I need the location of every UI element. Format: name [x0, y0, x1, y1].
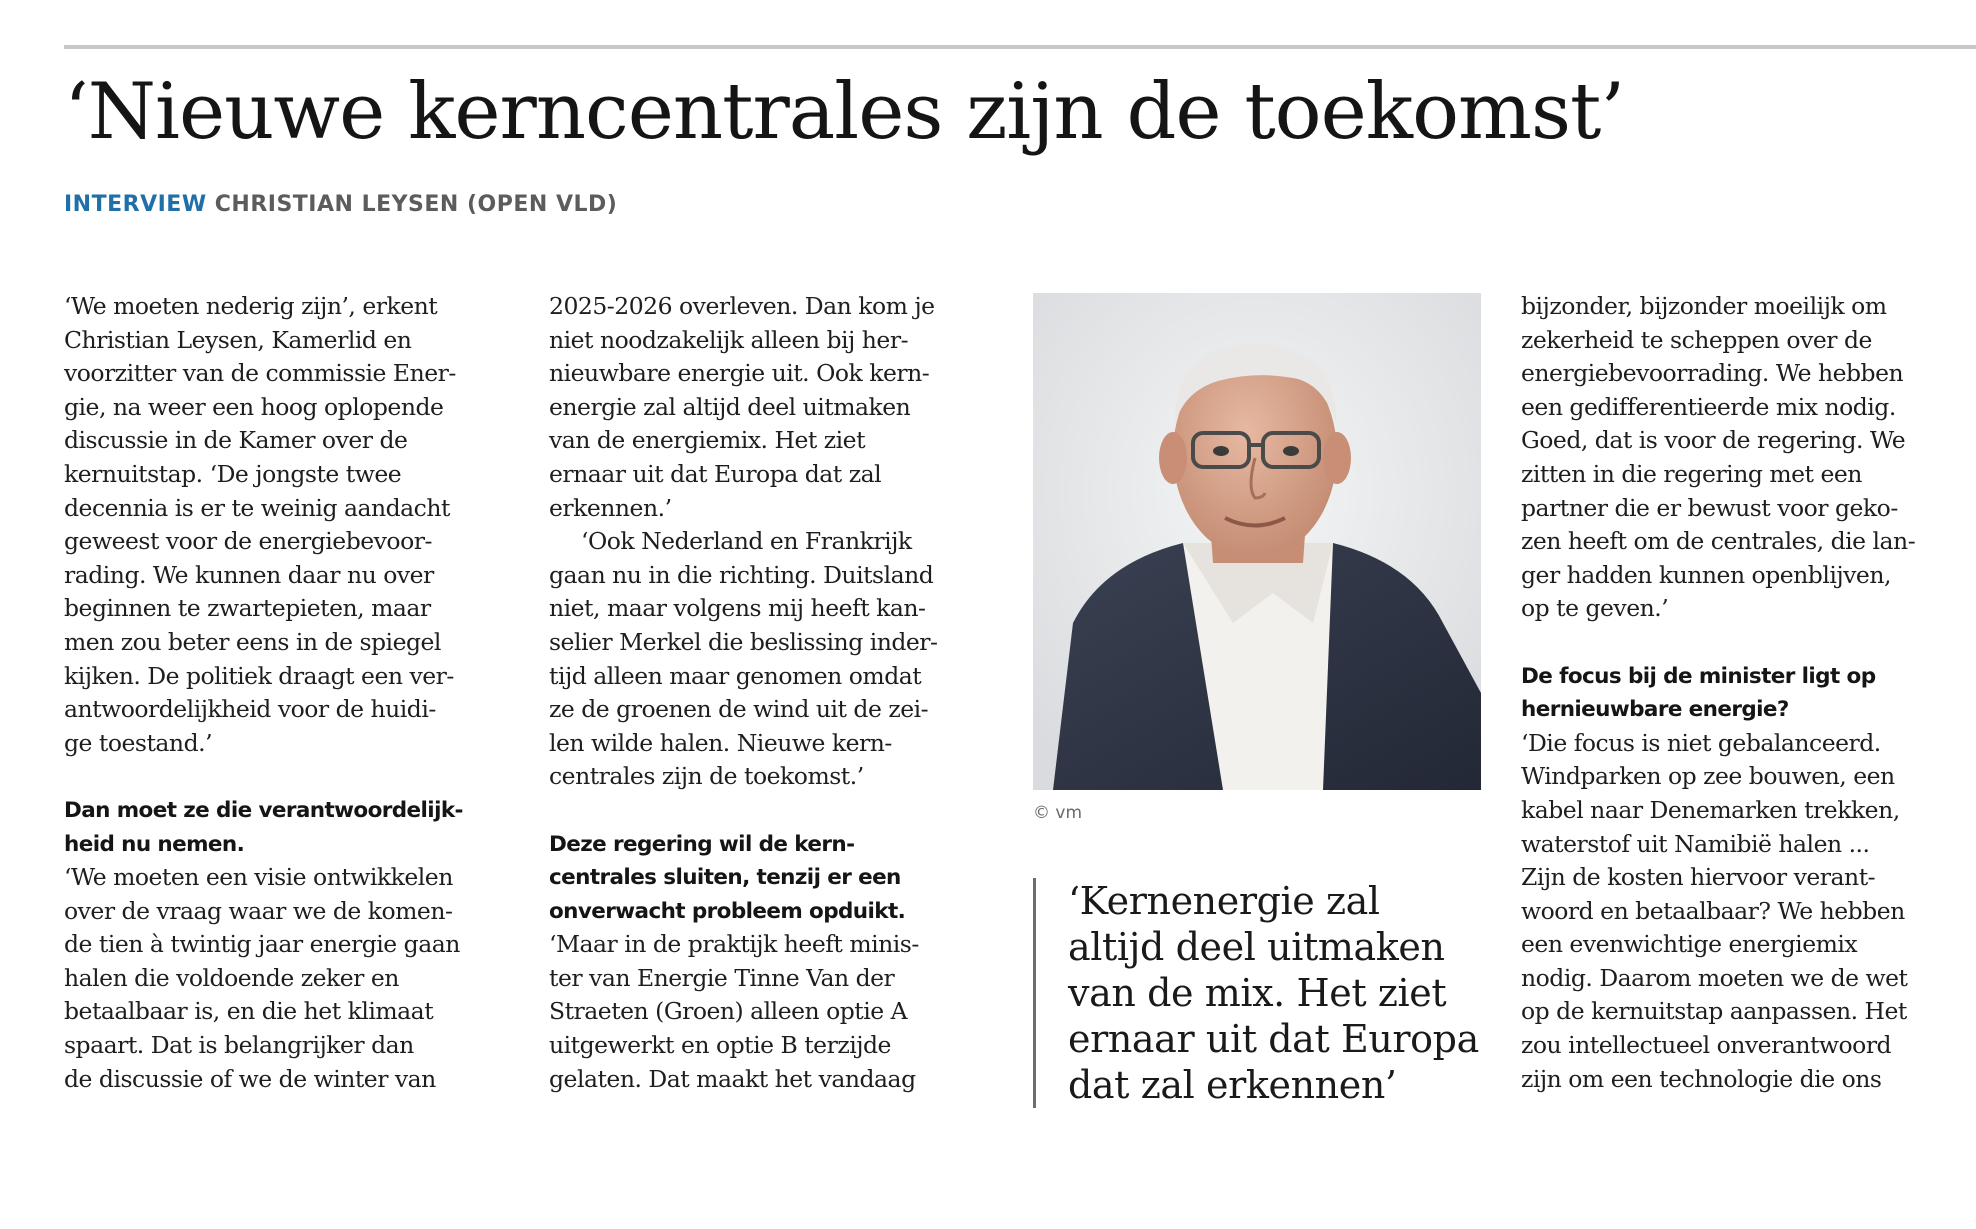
text-line: ‘We moeten nederig zijn’, erkent [64, 292, 438, 320]
paragraph-gap [549, 794, 1019, 828]
text-line: ‘Maar in de praktijk heeft minis- [549, 930, 919, 959]
paragraph [1521, 727, 1976, 1097]
text-line: bijzonder, bijzonder moeilijk om [1521, 292, 1887, 320]
text-line: ze de groenen de wind uit de zei- [549, 695, 929, 724]
interview-question [549, 828, 1019, 929]
text-line: centrales zijn de toekomst.’ [549, 762, 864, 791]
pull-quote-line: ‘Kernenergie zal [1068, 879, 1380, 923]
text-line: gie, na weer een hoog oplopende [64, 392, 444, 421]
text-line: decennia is er te weinig aandacht [64, 493, 450, 522]
interview-question [1521, 660, 1976, 727]
text-line: halen die voldoende zeker en [64, 963, 399, 992]
text-line: de tien à twintig jaar energie gaan [64, 930, 460, 959]
top-rule [64, 45, 1976, 49]
text-line: Christian Leysen, Kamerlid en [64, 325, 412, 354]
text-line: woord en betaalbaar? We hebben [1521, 896, 1905, 925]
text-line: de discussie of we de winter van [64, 1064, 436, 1093]
paragraph [549, 290, 1019, 525]
text-line: kabel naar Denemarken trekken, [1521, 795, 1900, 824]
text-line: zitten in die regering met een [1521, 459, 1862, 488]
pull-quote-line: ernaar uit dat Europa [1068, 1017, 1479, 1061]
interview-question [64, 794, 534, 861]
text-line: ernaar uit dat Europa dat zal [549, 459, 882, 488]
pull-quote-line: altijd deel uitmaken [1068, 925, 1445, 969]
text-line: ter van Energie Tinne Van der [549, 963, 895, 992]
text-line: uitgewerkt en optie B terzijde [549, 1031, 891, 1060]
paragraph-gap [64, 760, 534, 794]
text-line: zou intellectueel onverantwoord [1521, 1031, 1892, 1060]
text-line: spaart. Dat is belangrijker dan [64, 1031, 414, 1060]
pull-quote [1033, 878, 1486, 1108]
article-column-1 [64, 290, 534, 1096]
portrait-photo [1033, 293, 1481, 790]
text-line: ge toestand.’ [64, 728, 213, 757]
text-line: Windparken op zee bouwen, een [1521, 762, 1895, 791]
text-line: ‘Ook Nederland en Frankrijk [581, 527, 912, 556]
paragraph [64, 290, 534, 760]
text-line: energiebevoorrading. We hebben [1521, 359, 1904, 388]
text-line: waterstof uit Namibië halen ... [1521, 829, 1870, 858]
question-line: Deze regering wil de kern- [549, 831, 855, 857]
text-line: gelaten. Dat maakt het vandaag [549, 1064, 916, 1093]
paragraph [64, 861, 534, 1096]
text-line: Goed, dat is voor de regering. We [1521, 426, 1906, 455]
text-line: rading. We kunnen daar nu over [64, 560, 434, 589]
text-line: partner die er bewust voor geko- [1521, 493, 1898, 522]
question-line: Dan moet ze die verantwoordelijk- [64, 797, 463, 823]
paragraph [1521, 290, 1976, 626]
text-line: kernuitstap. ‘De jongste twee [64, 459, 402, 488]
kicker-label: INTERVIEW [64, 192, 207, 217]
text-line: ‘Die focus is niet gebalanceerd. [1521, 728, 1881, 757]
question-line: heid nu nemen. [64, 831, 245, 857]
text-line: betaalbaar is, en die het klimaat [64, 997, 434, 1026]
text-line: niet, maar volgens mij heeft kan- [549, 594, 926, 623]
text-line: van de energiemix. Het ziet [549, 426, 866, 455]
text-line: over de vraag waar we de komen- [64, 896, 453, 925]
pull-quote-text [1068, 878, 1488, 1108]
text-line: voorzitter van de commissie Ener- [64, 359, 456, 388]
text-line: op te geven.’ [1521, 594, 1669, 623]
article-column-2 [549, 290, 1019, 1096]
question-line: onverwacht probleem opduikt. [549, 898, 906, 924]
kicker-name: CHRISTIAN LEYSEN (OPEN VLD) [214, 192, 618, 217]
text-line: ger hadden kunnen openblijven, [1521, 560, 1891, 589]
text-line: discussie in de Kamer over de [64, 426, 408, 455]
text-line: tijd alleen maar genomen omdat [549, 661, 922, 690]
photo-credit: © vm [1033, 803, 1083, 823]
text-line: energie zal altijd deel uitmaken [549, 392, 911, 421]
question-line: De focus bij de minister ligt op [1521, 663, 1876, 689]
pull-quote-line: dat zal erkennen’ [1068, 1063, 1397, 1107]
paragraph-gap [1521, 626, 1976, 660]
text-line: erkennen.’ [549, 493, 672, 522]
text-line: Straeten (Groen) alleen optie A [549, 997, 908, 1026]
article-column-4 [1521, 290, 1976, 1096]
text-line: ‘We moeten een visie ontwikkelen [64, 863, 453, 892]
text-line: antwoordelijkheid voor de huidi- [64, 695, 436, 724]
text-line: beginnen te zwartepieten, maar [64, 594, 431, 623]
text-line: een evenwichtige energiemix [1521, 930, 1858, 959]
text-line: nodig. Daarom moeten we de wet [1521, 963, 1908, 992]
text-line: kijken. De politiek draagt een ver- [64, 661, 454, 690]
paragraph [549, 525, 1019, 794]
text-line: niet noodzakelijk alleen bij her- [549, 325, 909, 354]
text-line: geweest voor de energiebevoor- [64, 527, 432, 556]
question-line: hernieuwbare energie? [1521, 697, 1789, 723]
text-line: zen heeft om de centrales, die lan- [1521, 527, 1916, 556]
text-line: gaan nu in die richting. Duitsland [549, 560, 934, 589]
portrait-illustration [1033, 293, 1481, 790]
text-line: men zou beter eens in de spiegel [64, 627, 441, 656]
paragraph [549, 928, 1019, 1096]
text-line: 2025-2026 overleven. Dan kom je [549, 292, 935, 320]
text-line: zijn om een technologie die ons [1521, 1064, 1882, 1093]
kicker [64, 190, 617, 220]
pull-quote-line: van de mix. Het ziet [1068, 971, 1447, 1015]
text-line: Zijn de kosten hiervoor verant- [1521, 863, 1876, 892]
text-line: een gedifferentieerde mix nodig. [1521, 392, 1896, 421]
text-line: op de kernuitstap aanpassen. Het [1521, 997, 1907, 1026]
headline: ‘Nieuwe kerncentrales zijn de toekomst’ [64, 67, 1625, 157]
question-line: centrales sluiten, tenzij er een [549, 865, 901, 891]
text-line: zekerheid te scheppen over de [1521, 325, 1872, 354]
text-line: selier Merkel die beslissing inder- [549, 627, 938, 656]
text-line: nieuwbare energie uit. Ook kern- [549, 359, 930, 388]
text-line: len wilde halen. Nieuwe kern- [549, 728, 892, 757]
